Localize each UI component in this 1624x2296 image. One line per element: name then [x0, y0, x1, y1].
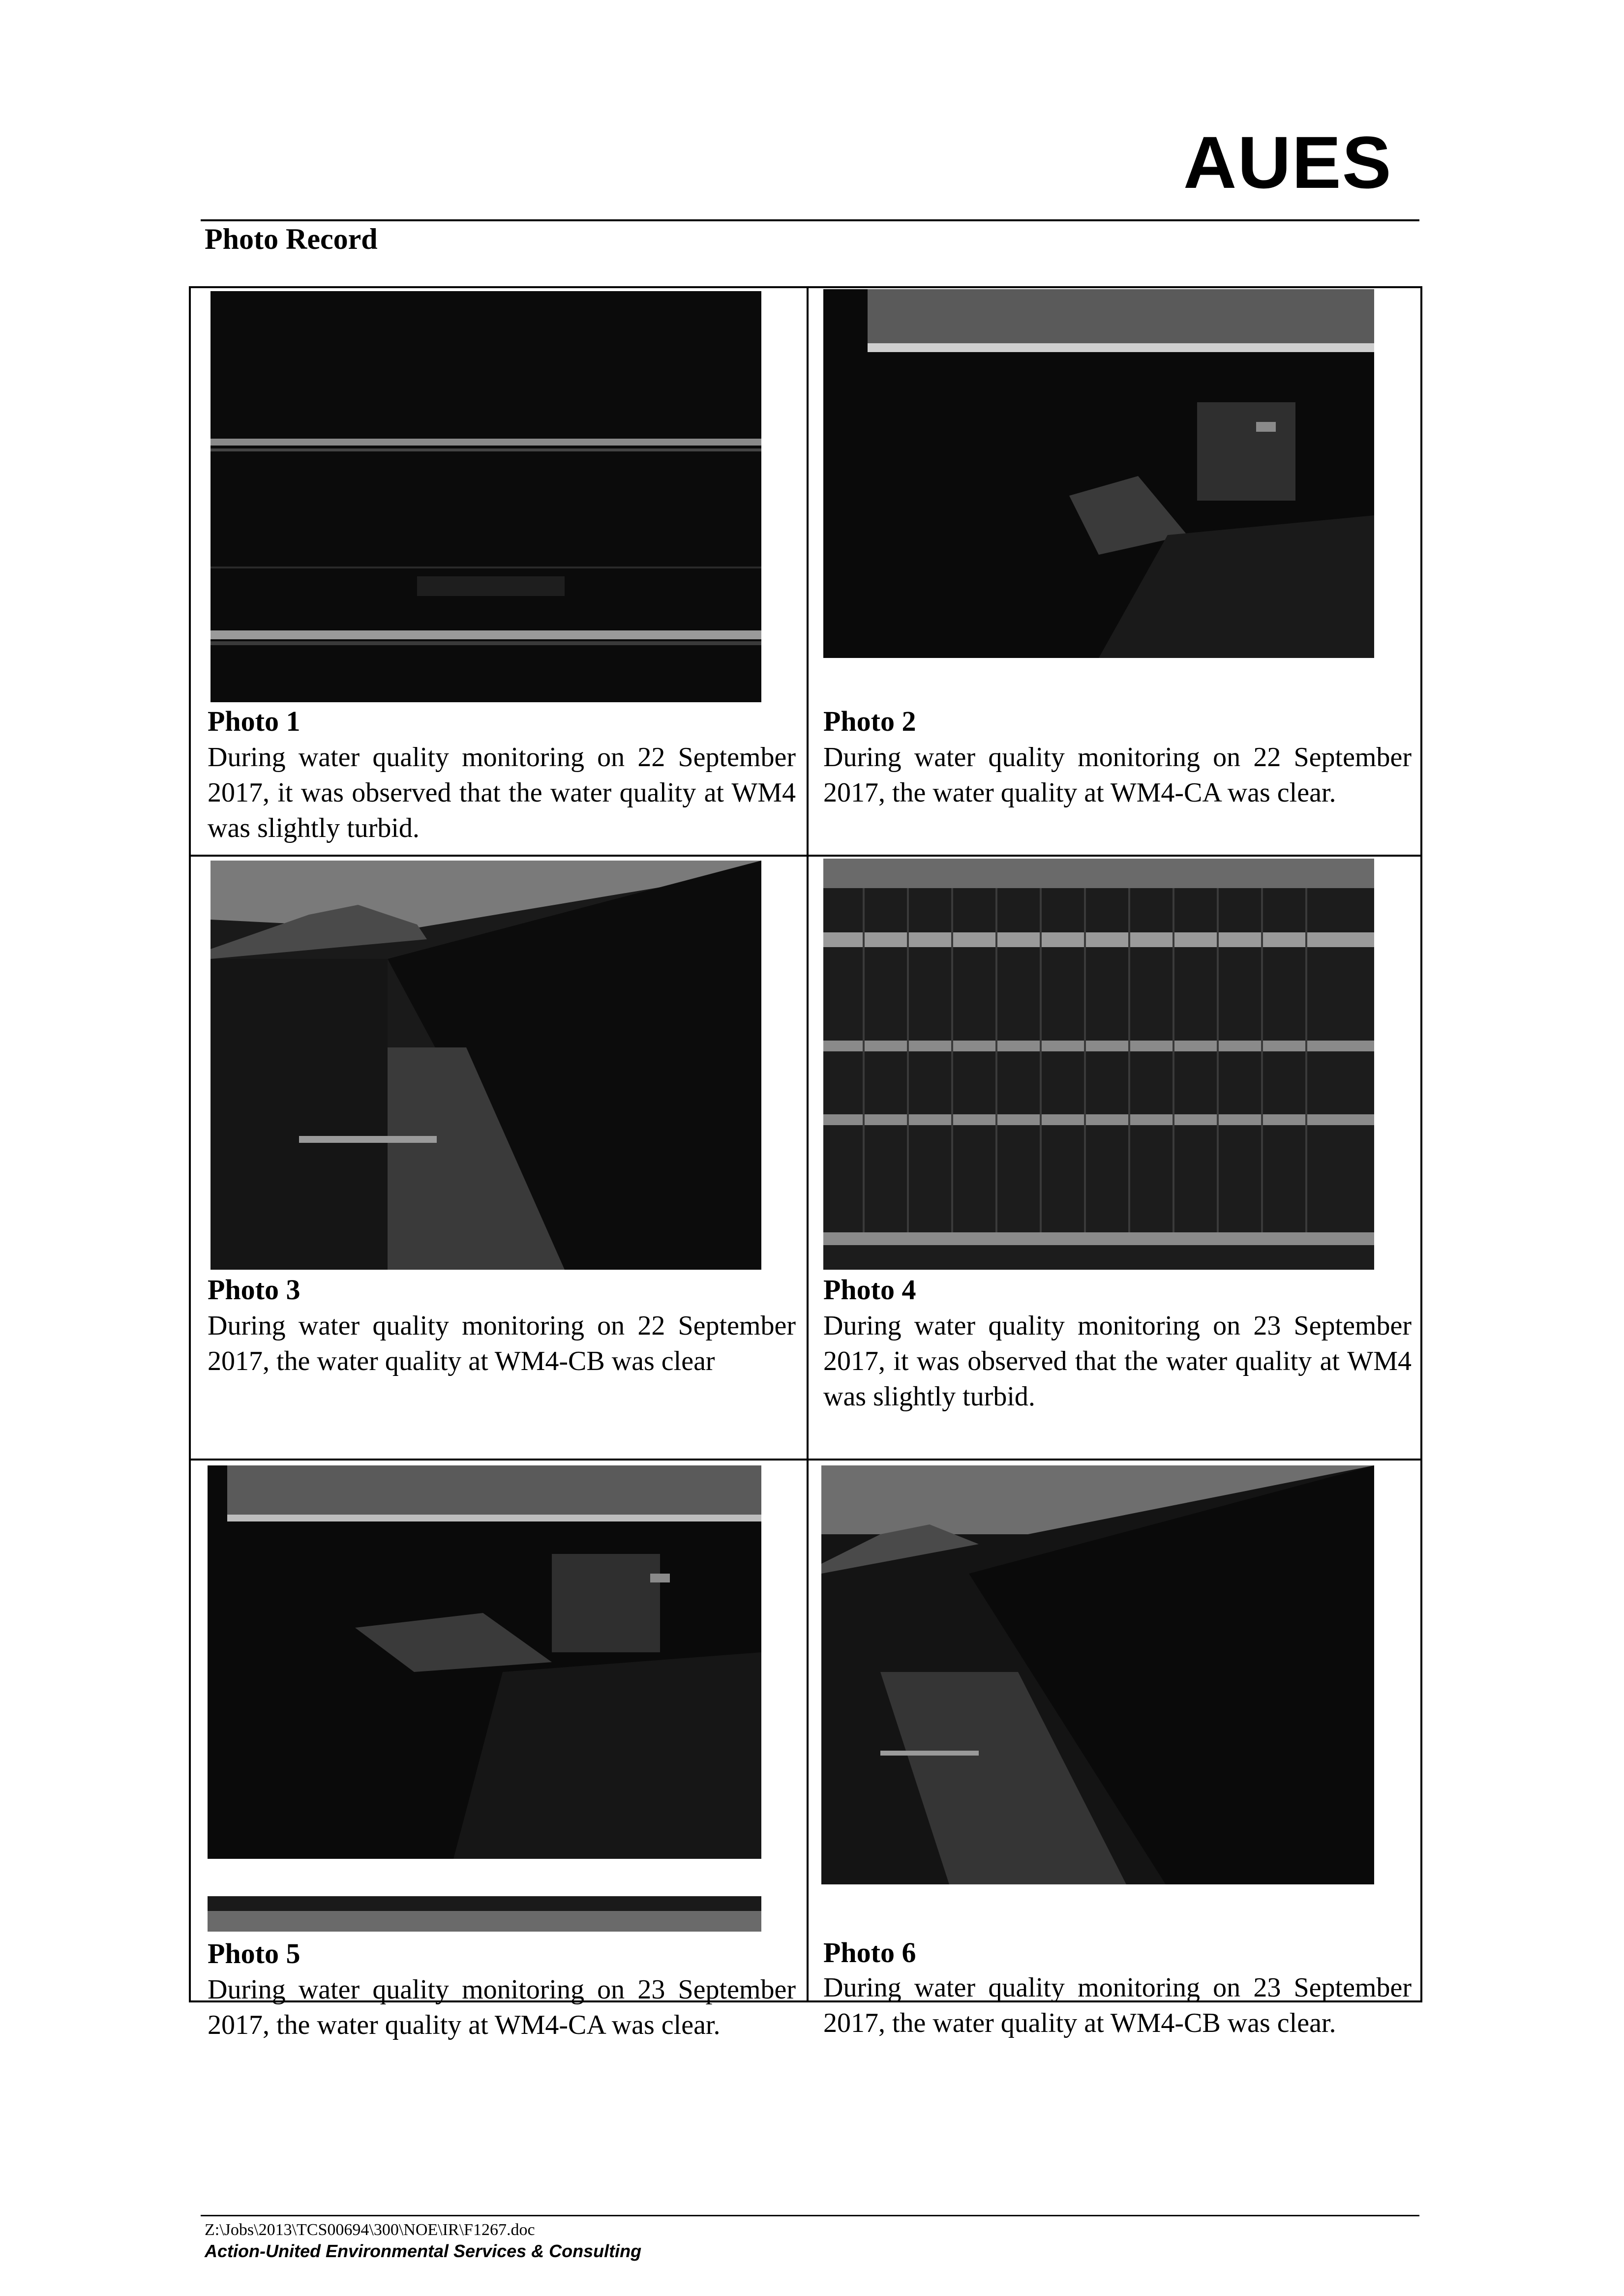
photo-2-image: [823, 289, 1374, 658]
photo-3-caption: During water quality monitoring on 22 September 2017, the water quality at WM4-CB was clear: [208, 1311, 796, 1376]
photo-4-caption: During water quality monitoring on 23 September 2017, it was observed that the water quality at WM4 was slightly turbid.: [823, 1311, 1412, 1412]
photo-5-strip: [208, 1896, 761, 1932]
photo-2-title: Photo 2: [823, 705, 916, 737]
photo-6-image: [821, 1465, 1374, 1884]
photo-5-title: Photo 5: [208, 1938, 301, 1969]
grid-divider-row2: [191, 1459, 1420, 1461]
photo-6-title: Photo 6: [823, 1937, 916, 1968]
photo-grid: [189, 286, 1422, 2040]
page-title: Photo Record: [205, 223, 378, 255]
photo-3-image: [211, 861, 761, 1270]
header-rule: [201, 219, 1419, 221]
grid-divider-row1: [191, 855, 1420, 857]
grid-divider-vertical: [807, 288, 809, 2000]
photo-5-image: [208, 1465, 761, 1859]
photo-5-caption: During water quality monitoring on 23 September 2017, the water quality at WM4-CA was clear.: [208, 1974, 796, 2040]
photo-1-title: Photo 1: [208, 705, 301, 737]
footer-file-path: Z:\Jobs\2013\TCS00694\300\NOE\IR\F1267.doc: [205, 2221, 535, 2239]
photo-1-image: [211, 291, 761, 702]
photo-4-title: Photo 4: [823, 1274, 916, 1306]
photo-2-caption: During water quality monitoring on 22 September 2017, the water quality at WM4-CA was clear.: [823, 742, 1412, 808]
photo-4-image: [823, 859, 1374, 1270]
photo-3-title: Photo 3: [208, 1274, 301, 1306]
footer-company: Action-United Environmental Services & Consulting: [205, 2241, 642, 2261]
photo-1-caption: During water quality monitoring on 22 September 2017, it was observed that the water quality at WM4 was slightly turbid.: [208, 742, 796, 843]
footer-rule: [201, 2215, 1419, 2216]
company-logo: AUES: [1183, 121, 1392, 204]
photo-6-caption: During water quality monitoring on 23 September 2017, the water quality at WM4-CB was clear.: [823, 1972, 1412, 2038]
